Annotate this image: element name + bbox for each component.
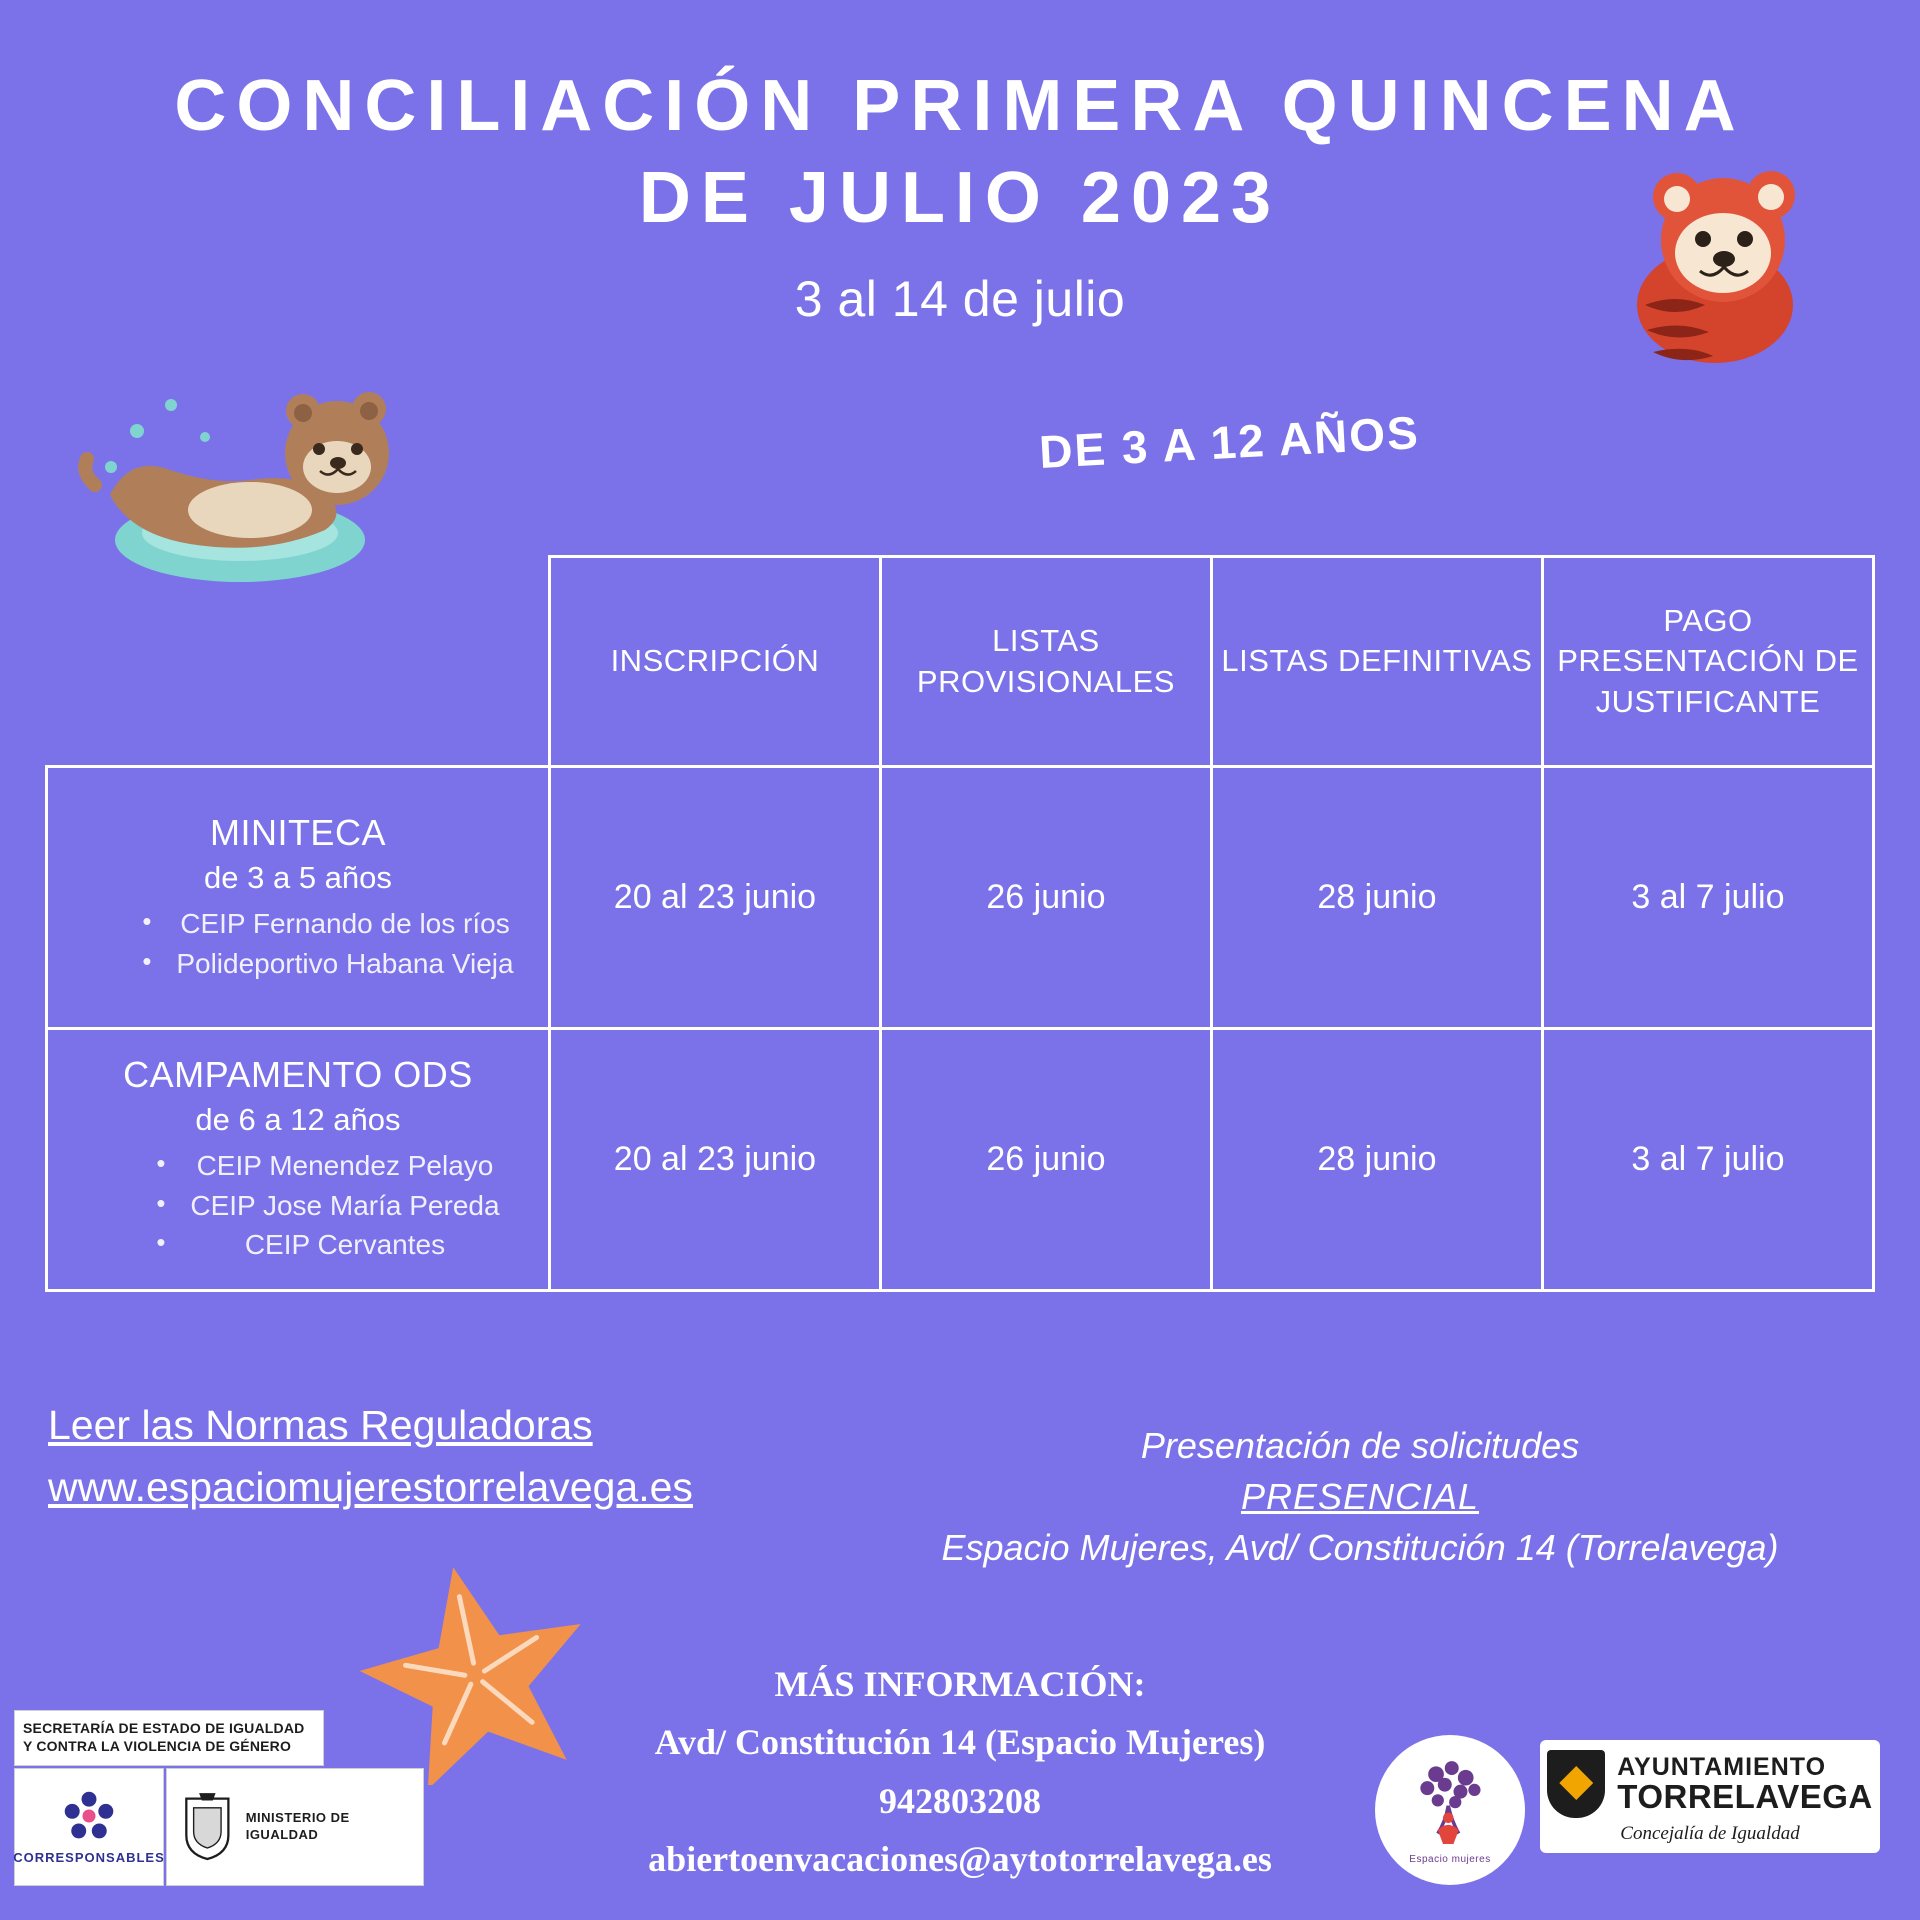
page-title: CONCILIACIÓN PRIMERA QUINCENA DE JULIO 2023 — [174, 66, 1746, 239]
cell-inscripcion: 20 al 23 junio — [549, 1029, 880, 1291]
age-range-banner: DE 3 A 12 AÑOS — [1038, 406, 1422, 478]
cell-listas-provisionales: 26 junio — [880, 1029, 1211, 1291]
program-venue-list — [96, 1146, 499, 1265]
cell-listas-definitivas: 28 junio — [1211, 767, 1542, 1029]
ayuntamiento-logo — [1540, 1740, 1880, 1853]
header-inscripcion: INSCRIPCIÓN — [549, 557, 880, 767]
coat-of-arms-icon — [179, 1788, 236, 1866]
ayuntamiento-line2: TORRELAVEGA — [1617, 1777, 1873, 1815]
table-corner-cell — [47, 557, 550, 767]
program-name: MINITECA — [209, 811, 386, 853]
program-age: de 3 a 5 años — [204, 859, 392, 895]
presentacion-highlight: PRESENCIAL — [1240, 1476, 1480, 1518]
cell-pago: 3 al 7 julio — [1542, 1029, 1873, 1291]
list-item: • CEIP Jose María Pereda — [156, 1186, 499, 1226]
espacio-mujeres-logo — [1375, 1735, 1525, 1885]
ayuntamiento-sub: Concejalía de Igualdad — [1620, 1823, 1800, 1844]
list-item: • CEIP Cervantes — [156, 1225, 499, 1265]
list-item: • CEIP Menendez Pelayo — [156, 1146, 499, 1186]
secretaria-logo-text: SECRETARÍA DE ESTADO DE IGUALDAD Y CONTRA LA VIOLENCIA DE GÉNERO — [14, 1710, 324, 1766]
tree-people-icon — [1396, 1755, 1504, 1851]
program-cell-campamento-ods — [47, 1029, 550, 1291]
schedule-table — [45, 555, 1875, 1292]
more-info-heading: MÁS INFORMACIÓN: — [774, 1664, 1146, 1704]
table-row — [47, 767, 1874, 1029]
espacio-mujeres-label: Espacio mujeres — [1409, 1854, 1491, 1865]
cell-listas-provisionales: 26 junio — [880, 767, 1211, 1029]
ministerio-label: MINISTERIO DE IGUALDAD — [245, 1809, 350, 1842]
cell-listas-definitivas: 28 junio — [1211, 1029, 1542, 1291]
program-cell-miniteca — [47, 767, 550, 1029]
shield-icon — [1547, 1750, 1605, 1818]
website-link[interactable]: www.espaciomujerestorrelavega.es — [48, 1463, 693, 1510]
table-row — [47, 1029, 1874, 1291]
otter-illustration — [75, 375, 405, 585]
program-venue-list — [82, 904, 513, 984]
program-age: de 6 a 12 años — [195, 1101, 401, 1137]
header-listas-definitivas: LISTAS DEFINITIVAS — [1211, 557, 1542, 767]
flower-icon — [61, 1788, 117, 1844]
cell-inscripcion: 20 al 23 junio — [549, 767, 880, 1029]
ayuntamiento-line1: AYUNTAMIENTO — [1617, 1752, 1827, 1781]
presentacion-line1: Presentación de solicitudes — [1140, 1425, 1580, 1466]
header-pago-justificante: PAGO PRESENTACIÓN DE JUSTIFICANTE — [1542, 557, 1873, 767]
presentacion-address: Espacio Mujeres, Avd/ Constitución 14 (Torrelavega) — [941, 1527, 1779, 1569]
page-subtitle: 3 al 14 de julio — [794, 271, 1126, 328]
government-logos — [14, 1710, 454, 1886]
list-item: • CEIP Fernando de los ríos — [142, 904, 513, 944]
ministerio-logo — [166, 1768, 424, 1886]
norms-block — [48, 1395, 693, 1518]
corresponsables-label: CORRESPONSABLES — [13, 1850, 165, 1866]
list-item: • Polideportivo Habana Vieja — [142, 944, 513, 984]
header-listas-provisionales: LISTAS PROVISIONALES — [880, 557, 1211, 767]
program-name: CAMPAMENTO ODS — [123, 1053, 473, 1095]
more-info-address: Avd/ Constitución 14 (Espacio Mujeres) — [654, 1722, 1266, 1763]
more-info-phone: 942803208 — [879, 1780, 1041, 1821]
more-info-block — [410, 1655, 1510, 1888]
norms-link[interactable]: Leer las Normas Reguladoras — [48, 1402, 593, 1448]
cell-pago: 3 al 7 julio — [1542, 767, 1873, 1029]
red-panda-illustration — [1605, 155, 1825, 375]
schedule-table-container — [45, 555, 1875, 1292]
presentacion-block — [845, 1420, 1875, 1573]
table-header-row — [47, 557, 1874, 767]
more-info-email: abiertoenvacaciones@aytotorrelavega.es — [648, 1838, 1272, 1879]
corresponsables-logo — [14, 1768, 164, 1886]
